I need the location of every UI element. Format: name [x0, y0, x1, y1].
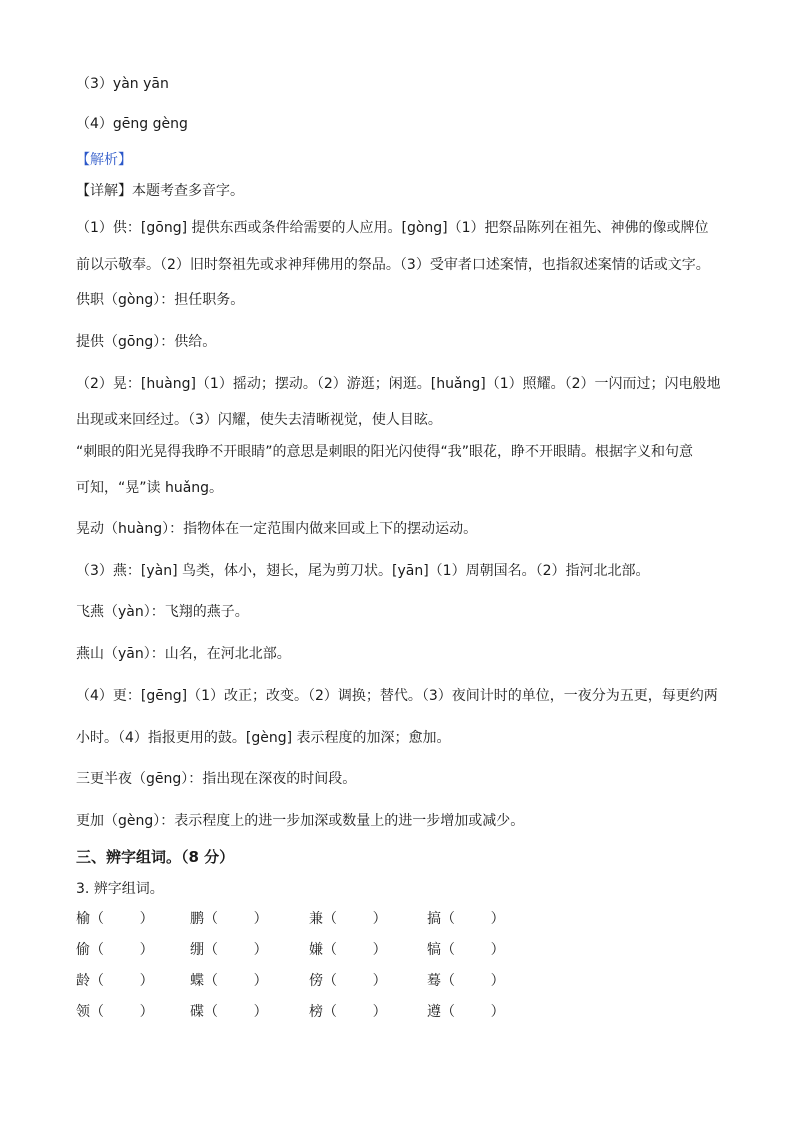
grid-cell[interactable]: 犒（ ） — [427, 942, 505, 958]
grid-cell[interactable]: 绷（ ） — [190, 942, 268, 958]
grid-cell[interactable]: 碟（ ） — [190, 1004, 268, 1020]
grid-cell[interactable]: 遵（ ） — [427, 1004, 505, 1020]
analysis-label: 【解析】 — [76, 152, 132, 168]
detail-intro: 【详解】本题考查多音字。 — [76, 183, 244, 199]
paragraph-2-line-3: “刺眼的阳光晃得我睁不开眼睛”的意思是刺眼的阳光闪使得“我”眼花，睁不开眼睛。根据字义和句意 — [76, 444, 694, 460]
grid-cell[interactable]: 嫌（ ） — [309, 942, 387, 958]
grid-cell[interactable]: 榆（ ） — [76, 911, 154, 927]
grid-cell[interactable]: 龄（ ） — [76, 973, 154, 989]
grid-cell[interactable]: 蝶（ ） — [190, 973, 268, 989]
word-gengjia: 更加（gèng）：表示程度上的进一步加深或数量上的进一步增加或减少。 — [76, 813, 525, 829]
paragraph-2-line-1: （2）晃：[huàng]（1）摇动；摆动。（2）游逛；闲逛。[huǎng]（1）照耀。（2）一闪而过；闪电般地 — [76, 376, 721, 392]
paragraph-3: （3）燕：[yàn] 鸟类，体小，翅长，尾为剪刀状。[yān]（1）周朝国名。（2）指河北北部。 — [76, 563, 650, 579]
section-3-title: 三、辨字组词。（8 分） — [76, 848, 235, 866]
grid-cell[interactable]: 搞（ ） — [427, 911, 505, 927]
word-yanshan: 燕山（yān）：山名，在河北北部。 — [76, 646, 291, 662]
paragraph-4-line-1: （4）更：[gēng]（1）改正；改变。（2）调换；替代。（3）夜间计时的单位，一夜分为五更，每更约两 — [76, 688, 718, 704]
paragraph-1-line-1: （1）供：[gōng] 提供东西或条件给需要的人应用。[gòng]（1）把祭品陈列在祖先、神佛的像或牌位 — [76, 220, 709, 236]
word-huangdong: 晃动（huàng）：指物体在一定范围内做来回或上下的摆动运动。 — [76, 521, 478, 537]
answer-line-4: （4）gēng gèng — [76, 116, 188, 132]
word-sangeng: 三更半夜（gēng）：指出现在深夜的时间段。 — [76, 771, 357, 787]
paragraph-1-line-2: 前以示敬奉。（2）旧时祭祖先或求神拜佛用的祭品。（3）受审者口述案情，也指叙述案情的话或文字。 — [76, 257, 710, 273]
grid-cell[interactable]: 蓦（ ） — [427, 973, 505, 989]
grid-cell[interactable]: 鹏（ ） — [190, 911, 268, 927]
word-feiyan: 飞燕（yàn）：飞翔的燕子。 — [76, 604, 249, 620]
paragraph-2-line-2: 出现或来回经过。（3）闪耀，使失去清晰视觉，使人目眩。 — [76, 412, 442, 428]
grid-cell[interactable]: 偷（ ） — [76, 942, 154, 958]
grid-cell[interactable]: 榜（ ） — [309, 1004, 387, 1020]
question-3-title: 3. 辨字组词。 — [76, 881, 164, 897]
grid-cell[interactable]: 兼（ ） — [309, 911, 387, 927]
word-gongzhi: 供职（gòng）：担任职务。 — [76, 292, 245, 308]
grid-cell[interactable]: 领（ ） — [76, 1004, 154, 1020]
paragraph-2-line-4: 可知，“晃”读 huǎng。 — [76, 480, 224, 496]
word-tigong: 提供（gōng）：供给。 — [76, 334, 217, 350]
answer-line-3: （3）yàn yān — [76, 76, 169, 92]
paragraph-4-line-2: 小时。（4）指报更用的鼓。[gèng] 表示程度的加深；愈加。 — [76, 730, 451, 746]
grid-cell[interactable]: 傍（ ） — [309, 973, 387, 989]
